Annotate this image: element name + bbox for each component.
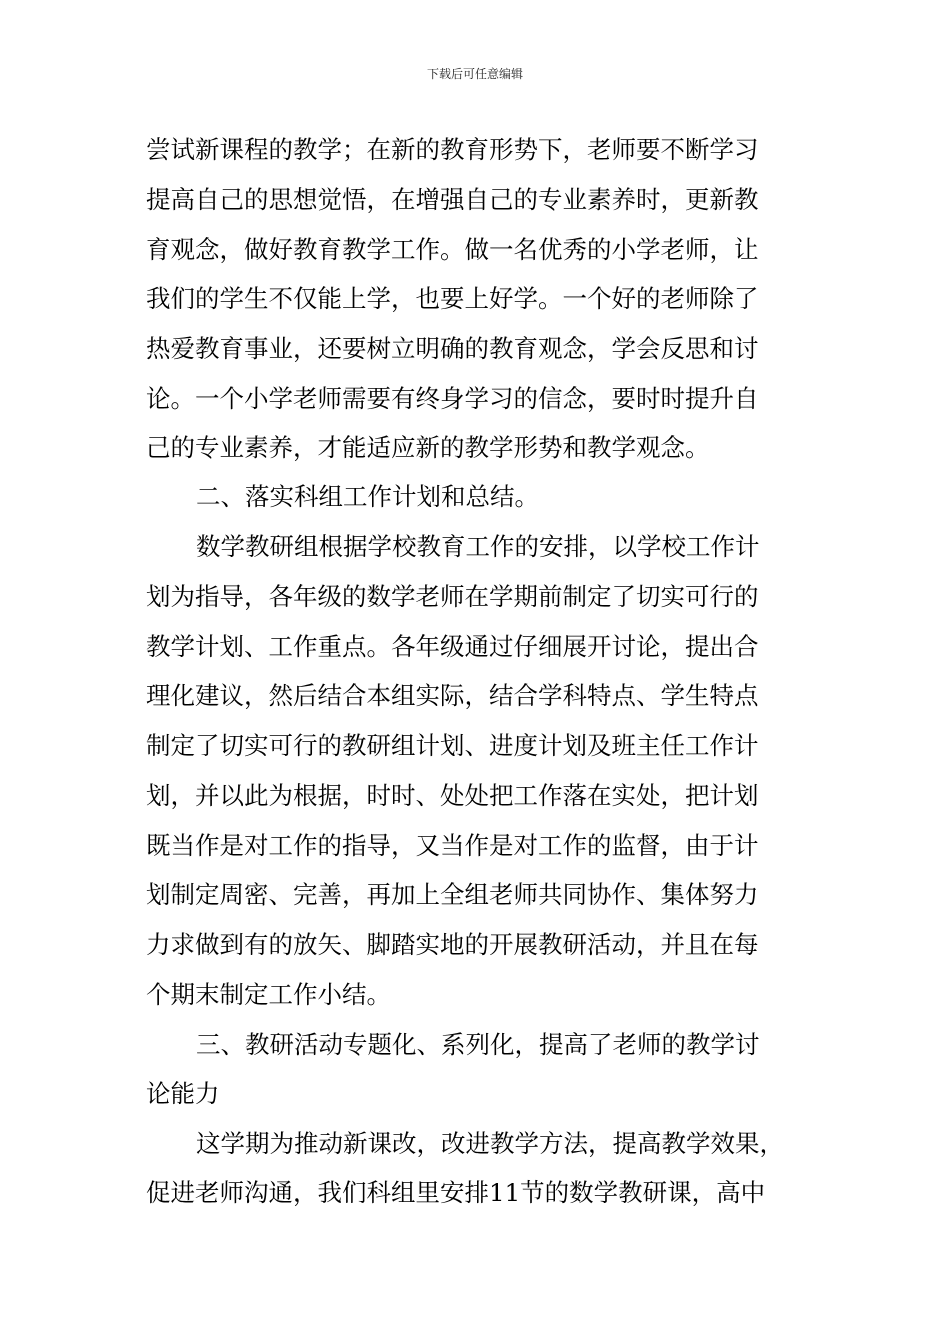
body-line: 这学期为推动新课改，改进教学方法，提高教学效果， — [196, 1129, 784, 1158]
body-line: 制定了切实可行的教研组计划、进度计划及班主任工作计 — [146, 731, 759, 760]
body-line: 尝试新课程的教学；在新的教育形势下，老师要不断学习 — [146, 135, 759, 164]
body-line: 力求做到有的放矢、脚踏实地的开展教研活动，并且在每 — [146, 930, 759, 959]
page-header: 下载后可任意编辑 — [426, 67, 523, 81]
body-line: 数学教研组根据学校教育工作的安排，以学校工作计 — [196, 532, 760, 561]
body-line: 促进老师沟通，我们科组里安排11节的数学教研课，高中 — [146, 1178, 766, 1207]
section-heading-continued: 论能力 — [146, 1079, 220, 1108]
body-line: 论。一个小学老师需要有终身学习的信念，要时时提升自 — [146, 384, 759, 413]
body-line: 热爱教育事业，还要树立明确的教育观念，学会反思和讨 — [146, 334, 759, 363]
section-heading: 三、教研活动专题化、系列化，提高了老师的教学讨 — [196, 1030, 760, 1059]
body-line: 划，并以此为根据，时时、处处把工作落在实处，把计划 — [146, 781, 759, 810]
body-line: 我们的学生不仅能上学，也要上好学。一个好的老师除了 — [146, 284, 759, 313]
body-line: 育观念，做好教育教学工作。做一名优秀的小学老师，让 — [146, 235, 759, 264]
body-line: 既当作是对工作的指导，又当作是对工作的监督，由于计 — [146, 831, 759, 860]
section-heading: 二、落实科组工作计划和总结。 — [196, 482, 539, 511]
body-line: 提高自己的思想觉悟，在增强自己的专业素养时，更新教 — [146, 185, 759, 214]
body-line: 教学计划、工作重点。各年级通过仔细展开讨论，提出合 — [146, 632, 759, 661]
body-line: 理化建议，然后结合本组实际，结合学科特点、学生特点 — [146, 681, 759, 710]
body-line: 划制定周密、完善，再加上全组老师共同协作、集体努力 — [146, 880, 759, 909]
body-line: 个期末制定工作小结。 — [146, 980, 391, 1009]
body-line: 划为指导，各年级的数学老师在学期前制定了切实可行的 — [146, 582, 759, 611]
body-line: 己的专业素养，才能适应新的教学形势和教学观念。 — [146, 433, 710, 462]
